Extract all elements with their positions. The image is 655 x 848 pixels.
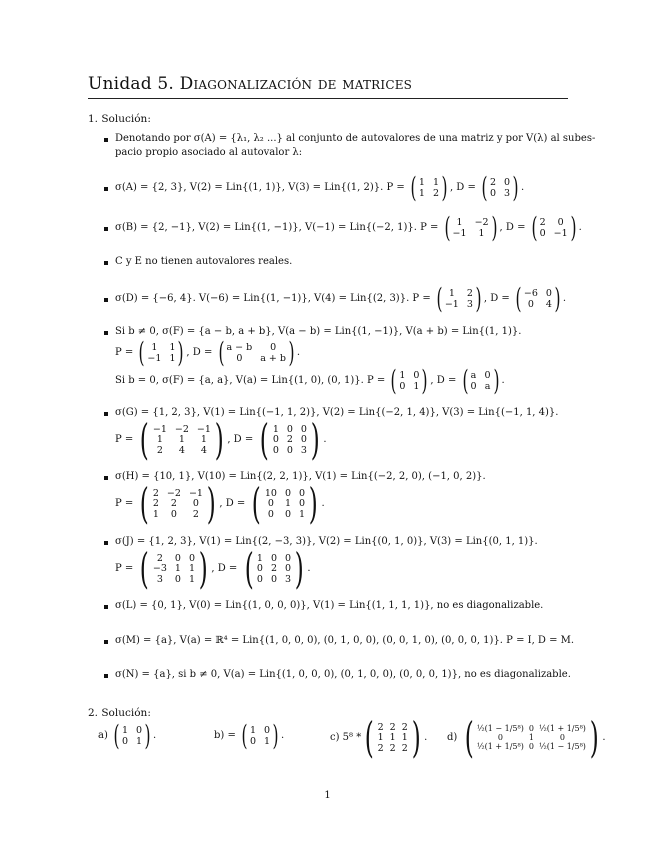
item-d-text: σ(D) = {−6, 4}. V(−6) = Lin{(1, −1)}, V(4) = Lin{(2, 3)}. P = <box>115 293 431 304</box>
item-h-matrices: P = ( 2 −2 −1 2 2 0 1 0 2 ) , D = ( 10 0 0 0 1 0 0 0 1 ) . <box>115 479 325 528</box>
matrix-j-p: ( 2 0 0 −3 1 1 3 0 1 ) <box>140 544 208 593</box>
matrix-b-p: ( 1 −2 −1 1 ) <box>444 211 498 244</box>
item-f-line-1: Si b ≠ 0, σ(F) = {a − b, a + b}, V(a − b) = Lin{(1, −1)}, V(a + b) = Lin{(1, 1)}. <box>115 326 522 337</box>
section-2-d: d) ( ½(1 − 1/5⁸) 0 ½(1 + 1/5⁸) 0 1 0 ½(1 + 1/5⁸) 0 ½(1 − 1/5⁸) ) . <box>447 713 606 762</box>
matrix-2b: ( 1 0 0 1 ) <box>241 719 279 752</box>
section-2-b: b) = ( 1 0 0 1 ) . <box>214 719 285 752</box>
bullet <box>104 640 108 644</box>
item-b: σ(B) = {2, −1}, V(2) = Lin{(1, −1)}, V(−1) = Lin{(−2, 1)}. P = ( 1 −2 −1 1 ) , D = ( 2 0 0 −1 ) . <box>115 211 582 244</box>
item-d: σ(D) = {−6, 4}. V(−6) = Lin{(1, −1)}, V(4) = Lin{(2, 3)}. P = ( 1 2 −1 3 ) , D = ( −6 0 0 4 ) . <box>115 282 567 315</box>
matrix-h-p: ( 2 −2 −1 2 2 0 1 0 2 ) <box>140 479 216 528</box>
matrix-d-d: ( −6 0 0 4 ) <box>515 282 561 315</box>
matrix-j-d: ( 1 0 0 0 2 0 0 0 3 ) <box>244 544 304 593</box>
section-2-a: a) ( 1 0 0 1 ) . <box>98 719 157 752</box>
item-h-line: σ(H) = {10, 1}, V(10) = Lin{(2, 2, 1)}, V(1) = Lin{(−2, 2, 0), (−1, 0, 2)}. <box>115 471 486 482</box>
bullet <box>104 261 108 265</box>
item-g-matrices: P = ( −1 −2 −1 1 1 1 2 4 4 ) , D = ( 1 0 0 0 2 0 0 0 3 ) . <box>115 415 327 464</box>
matrix-h-d: ( 10 0 0 0 1 0 0 0 1 ) <box>252 479 318 528</box>
bullet <box>104 227 108 231</box>
title-unit: Unidad 5. <box>88 74 175 94</box>
item-j-matrices: P = ( 2 0 0 −3 1 1 3 0 1 ) , D = ( 1 0 0 0 2 0 0 0 3 ) . <box>115 544 311 593</box>
matrix-f-d: ( a − b 0 0 a + b ) <box>218 336 295 369</box>
item-c-e: C y E no tienen autovalores reales. <box>115 256 293 267</box>
item-a: σ(A) = {2, 3}, V(2) = Lin{(1, 1)}, V(3) = Lin{(1, 2)}. P = ( 1 1 1 2 ) , D = ( 2 0 0 3 ) . <box>115 171 525 204</box>
matrix-a-d: ( 2 0 0 3 ) <box>481 171 519 204</box>
matrix-g-p: ( −1 −2 −1 1 1 1 2 4 4 ) <box>140 415 224 464</box>
matrix-f-d2: ( a 0 0 a ) <box>461 364 500 397</box>
intro-line-2: pacio propio asociado al autovalor λ: <box>115 147 303 158</box>
matrix-f-p: ( 1 1 −1 1 ) <box>138 336 184 369</box>
matrix-b-d: ( 2 0 0 −1 ) <box>531 211 577 244</box>
bullet <box>104 541 108 545</box>
item-n: σ(N) = {a}, si b ≠ 0, V(a) = Lin{(1, 0, 0, 0), (0, 1, 0, 0), (0, 0, 0, 1)}, no es diagonalizable. <box>115 669 571 680</box>
bullet <box>104 476 108 480</box>
page-number: 1 <box>324 790 331 801</box>
intro-line-1: Denotando por σ(A) = {λ₁, λ₂ ...} al conjunto de autovalores de una matriz y por V(λ) al subes- <box>115 133 596 144</box>
title-topic: Diagonalización de matrices <box>179 74 413 94</box>
section-2-c: c) 5⁸ * ( 2 2 2 1 1 1 2 2 2 ) . <box>330 713 428 762</box>
item-f-line-2-text: Si b = 0, σ(F) = {a, a}, V(a) = Lin{(1, 0), (0, 1)}. P = <box>115 375 386 386</box>
bullet <box>104 187 108 191</box>
section-1-label: 1. Solución: <box>88 113 151 125</box>
bullet <box>104 674 108 678</box>
matrix-f-p2: ( 1 0 0 1 ) <box>390 364 428 397</box>
item-g-line: σ(G) = {1, 2, 3}, V(1) = Lin{(−1, 1, 2)}, V(2) = Lin{(−2, 1, 4)}, V(3) = Lin{(−1, 1, 4)}. <box>115 407 559 418</box>
bullet <box>104 298 108 302</box>
bullet <box>104 412 108 416</box>
matrix-a-p: ( 1 1 1 2 ) <box>410 171 448 204</box>
item-m: σ(M) = {a}, V(a) = ℝ⁴ = Lin{(1, 0, 0, 0), (0, 1, 0, 0), (0, 0, 1, 0), (0, 0, 0, 1)}. P = I, D = M. <box>115 635 575 646</box>
matrix-d-p: ( 1 2 −1 3 ) <box>436 282 482 315</box>
matrix-2d: ( ½(1 − 1/5⁸) 0 ½(1 + 1/5⁸) 0 1 0 ½(1 + 1/5⁸) 0 ½(1 − 1/5⁸) ) <box>464 713 599 762</box>
matrix-g-d: ( 1 0 0 0 2 0 0 0 3 ) <box>260 415 320 464</box>
page-title <box>88 74 412 94</box>
item-b-text: σ(B) = {2, −1}, V(2) = Lin{(1, −1)}, V(−1) = Lin{(−2, 1)}. P = <box>115 222 439 233</box>
bullet <box>104 331 108 335</box>
matrix-2c: ( 2 2 2 1 1 1 2 2 2 ) <box>364 713 421 762</box>
bullet <box>104 605 108 609</box>
item-a-text: σ(A) = {2, 3}, V(2) = Lin{(1, 1)}, V(3) = Lin{(1, 2)}. P = <box>115 182 405 193</box>
item-l: σ(L) = {0, 1}, V(0) = Lin{(1, 0, 0, 0)}, V(1) = Lin{(1, 1, 1, 1)}, no es diagonalizable. <box>115 600 544 611</box>
item-j-line: σ(J) = {1, 2, 3}, V(1) = Lin{(2, −3, 3)}, V(2) = Lin{(0, 1, 0)}, V(3) = Lin{(0, 1, 1)}. <box>115 536 538 547</box>
matrix-2a: ( 1 0 0 1 ) <box>113 719 151 752</box>
bullet <box>104 138 108 142</box>
item-f-line-2: Si b = 0, σ(F) = {a, a}, V(a) = Lin{(1, 0), (0, 1)}. P = ( 1 0 0 1 ) , D = ( a 0 0 a ) . <box>115 364 505 397</box>
title-rule <box>88 98 568 99</box>
item-f-matrices: P = ( 1 1 −1 1 ) , D = ( a − b 0 0 a + b ) . <box>115 336 301 369</box>
section-2-label: 2. Solución: <box>88 707 151 719</box>
